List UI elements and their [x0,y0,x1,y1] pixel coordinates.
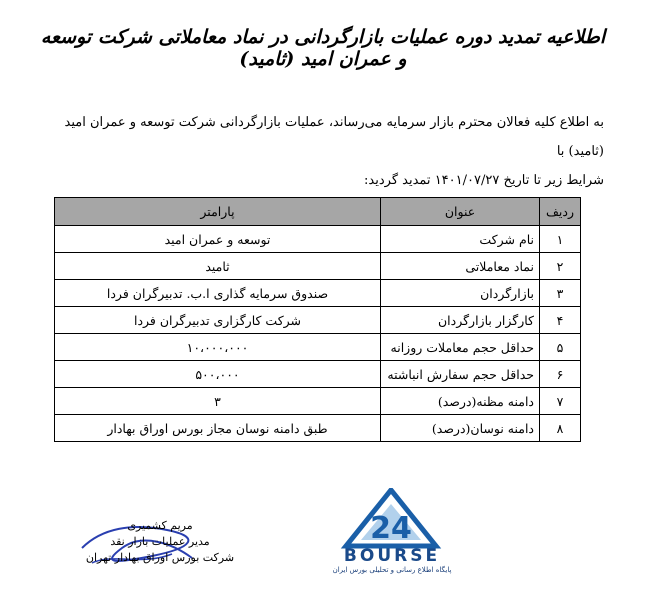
row-index: ۶ [540,361,581,388]
signature-block [80,518,240,566]
table-row [55,388,581,415]
row-label: حداقل حجم معاملات روزانه [381,334,540,361]
row-index: ۵ [540,334,581,361]
table-row [55,280,581,307]
row-value: ثامید [55,253,381,280]
svg-text:24: 24 [370,511,412,546]
row-label: نماد معاملاتی [381,253,540,280]
row-index: ۴ [540,307,581,334]
table-row [55,307,581,334]
row-label: بازارگردان [381,280,540,307]
row-index: ۸ [540,415,581,442]
intro-line-1: به اطلاع کلیه فعالان محترم بازار سرمایه می‌رساند، عملیات بازارگردانی شرکت توسعه و عمران امید (ثامید) با [64,115,604,159]
row-index: ۲ [540,253,581,280]
row-label: نام شرکت [381,226,540,253]
table-row [55,415,581,442]
table-row [55,226,581,253]
intro-line-2: شرایط زیر تا تاریخ ۱۴۰۱/۰۷/۲۷ تمدید گردید: [364,173,604,188]
row-value: ۱۰،۰۰۰،۰۰۰ [55,334,381,361]
row-value: صندوق سرمایه گذاری ا.ب. تدبیرگران فردا [55,280,381,307]
table-header-row [55,198,581,226]
row-index: ۷ [540,388,581,415]
row-index: ۳ [540,280,581,307]
logo-subtitle: پایگاه اطلاع رسانی و تحلیلی بورس ایران [332,566,452,574]
intro-paragraph [36,108,604,195]
header-index: ردیف [540,198,581,226]
row-value: ۵۰۰،۰۰۰ [55,361,381,388]
row-label: دامنه نوسان(درصد) [381,415,540,442]
table-row [55,361,581,388]
table-row [55,334,581,361]
row-value: طبق دامنه نوسان مجاز بورس اوراق بهادار [55,415,381,442]
header-parameter: پارامتر [55,198,381,226]
row-value: توسعه و عمران امید [55,226,381,253]
signer-name: مریم کشمیری [127,519,193,532]
logo-wordmark: BOURSE [343,546,441,566]
page-title: اطلاعیه تمدید دوره عملیات بازارگردانی در نماد معاملاتی شرکت توسعه و عمران امید (ثامید) [40,26,606,70]
info-table [54,197,581,442]
header-title: عنوان [381,198,540,226]
signer-organization: شرکت بورس اوراق بهادار تهران [85,551,235,564]
row-value: شرکت کارگزاری تدبیرگران فردا [55,307,381,334]
row-index: ۱ [540,226,581,253]
row-label: حداقل حجم سفارش انباشته [381,361,540,388]
row-label: دامنه مظنه(درصد) [381,388,540,415]
table-row [55,253,581,280]
row-value: ۳ [55,388,381,415]
signer-role: مدیر عملیات بازار نقد [110,535,210,548]
row-label: کارگزار بازارگردان [381,307,540,334]
